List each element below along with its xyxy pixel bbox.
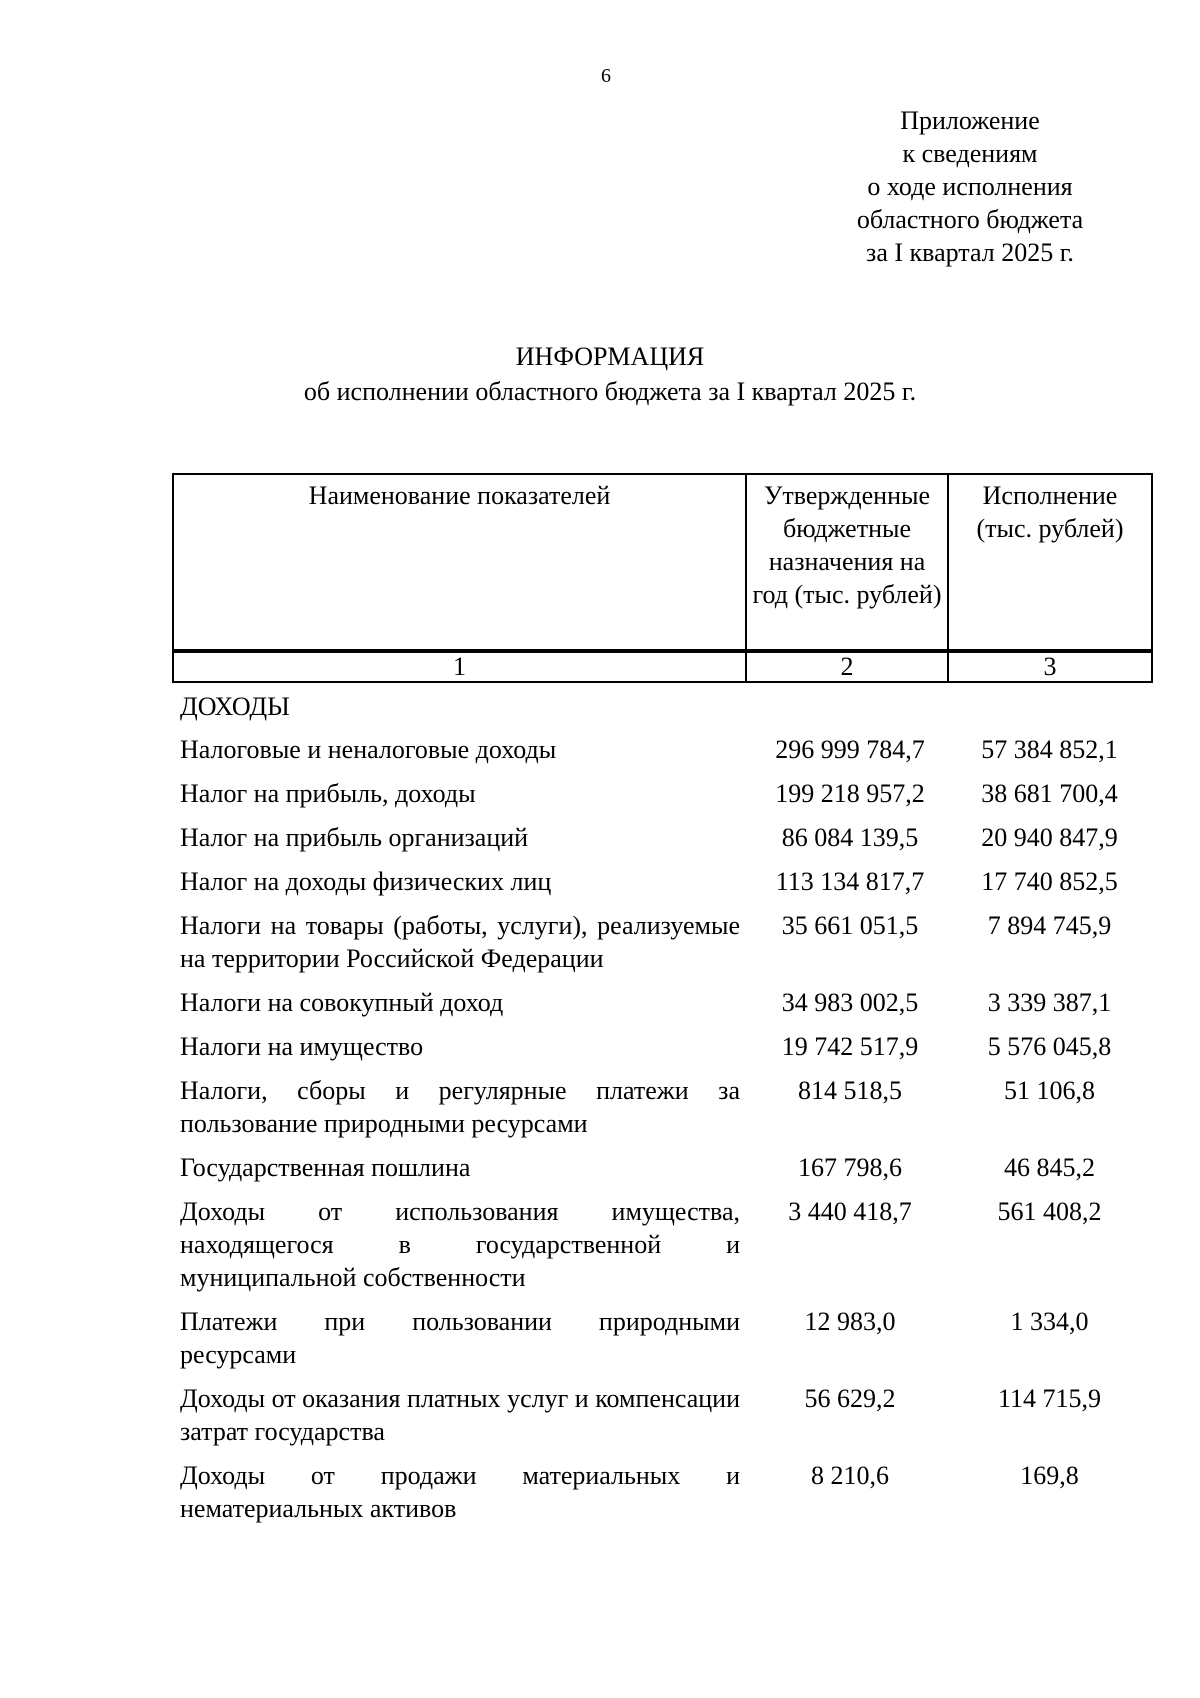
row-name: Налог на доходы физических лиц	[180, 867, 552, 896]
row-approved: 56 629,2	[804, 1384, 896, 1413]
table-row	[180, 986, 1151, 1019]
table-row	[180, 1382, 1151, 1448]
appendix-line: за I квартал 2025 г.	[866, 238, 1074, 267]
column-header-approved: Утвержденные бюджетные назначения на год (тыс. рублей)	[746, 474, 948, 651]
appendix-line: Приложение	[900, 106, 1040, 135]
row-approved: 86 084 139,5	[781, 823, 919, 852]
column-number: 2	[746, 651, 948, 682]
row-name: Государственная пошлина	[180, 1153, 471, 1182]
row-executed: 38 681 700,4	[981, 779, 1118, 808]
row-name: Налоги, сборы и регулярные платежи за пользование природными ресурсами	[180, 1076, 740, 1138]
table-row	[180, 733, 1151, 766]
row-executed: 51 106,8	[1004, 1076, 1095, 1105]
row-approved: 12 983,0	[804, 1307, 896, 1336]
column-number-row	[173, 651, 1152, 682]
page-number: 6	[601, 65, 611, 87]
row-approved: 167 798,6	[798, 1153, 902, 1182]
row-approved: 35 661 051,5	[781, 911, 919, 940]
row-approved: 814 518,5	[798, 1076, 902, 1105]
table-row	[180, 865, 1151, 898]
row-executed: 5 576 045,8	[987, 1032, 1112, 1061]
row-executed: 7 894 745,9	[987, 911, 1112, 940]
table-row	[180, 1305, 1151, 1371]
column-number: 1	[173, 651, 746, 682]
appendix-note	[820, 104, 1120, 269]
table-row	[180, 777, 1151, 810]
row-executed: 114 715,9	[997, 1384, 1102, 1413]
section-heading-income: ДОХОДЫ	[180, 692, 290, 721]
row-executed: 561 408,2	[997, 1197, 1102, 1226]
table-row	[180, 1459, 1151, 1525]
budget-rows	[180, 733, 1151, 1536]
row-approved: 8 210,6	[811, 1461, 889, 1490]
row-name: Доходы от использования имущества, находящегося в государственной и муниципальной собственности	[180, 1197, 740, 1292]
table-row	[180, 1074, 1151, 1140]
row-executed: 57 384 852,1	[981, 735, 1118, 764]
row-name: Доходы от продажи материальных и нематериальных активов	[180, 1461, 740, 1523]
row-executed: 3 339 387,1	[987, 988, 1112, 1017]
row-approved: 113 134 817,7	[775, 867, 925, 896]
table-row	[180, 1151, 1151, 1184]
row-executed: 17 740 852,5	[981, 867, 1118, 896]
column-header-name: Наименование показателей	[173, 474, 746, 651]
row-approved: 19 742 517,9	[781, 1032, 919, 1061]
header-row	[173, 474, 1152, 651]
row-approved: 3 440 418,7	[788, 1197, 912, 1226]
appendix-line: к сведениям	[902, 139, 1038, 168]
table-row	[180, 909, 1151, 975]
row-executed: 169,8	[1020, 1461, 1079, 1490]
row-approved: 199 218 957,2	[775, 779, 925, 808]
document-title: ИНФОРМАЦИЯ	[515, 342, 705, 371]
column-header-executed: Исполнение (тыс. рублей)	[948, 474, 1152, 651]
row-name: Налоги на совокупный доход	[180, 988, 504, 1017]
row-approved: 296 999 784,7	[775, 735, 925, 764]
budget-table-header	[172, 473, 1153, 683]
row-name: Налог на прибыль организаций	[180, 823, 529, 852]
row-executed: 46 845,2	[1004, 1153, 1095, 1182]
row-name: Доходы от оказания платных услуг и компенсации затрат государства	[180, 1384, 740, 1446]
row-name: Платежи при пользовании природными ресурсами	[180, 1307, 740, 1369]
table-row	[180, 821, 1151, 854]
row-name: Налоги на товары (работы, услуги), реализуемые на территории Российской Федерации	[180, 911, 740, 973]
document-subtitle: об исполнении областного бюджета за I квартал 2025 г.	[303, 377, 917, 406]
row-executed: 20 940 847,9	[981, 823, 1118, 852]
row-approved: 34 983 002,5	[781, 988, 919, 1017]
row-name: Налог на прибыль, доходы	[180, 779, 476, 808]
row-name: Налоговые и неналоговые доходы	[180, 735, 557, 764]
table-row	[180, 1030, 1151, 1063]
row-executed: 1 334,0	[1010, 1307, 1089, 1336]
row-name: Налоги на имущество	[180, 1032, 424, 1061]
table-row	[180, 1195, 1151, 1294]
column-number: 3	[948, 651, 1152, 682]
appendix-line: областного бюджета	[856, 205, 1084, 234]
appendix-line: о ходе исполнения	[867, 172, 1073, 201]
